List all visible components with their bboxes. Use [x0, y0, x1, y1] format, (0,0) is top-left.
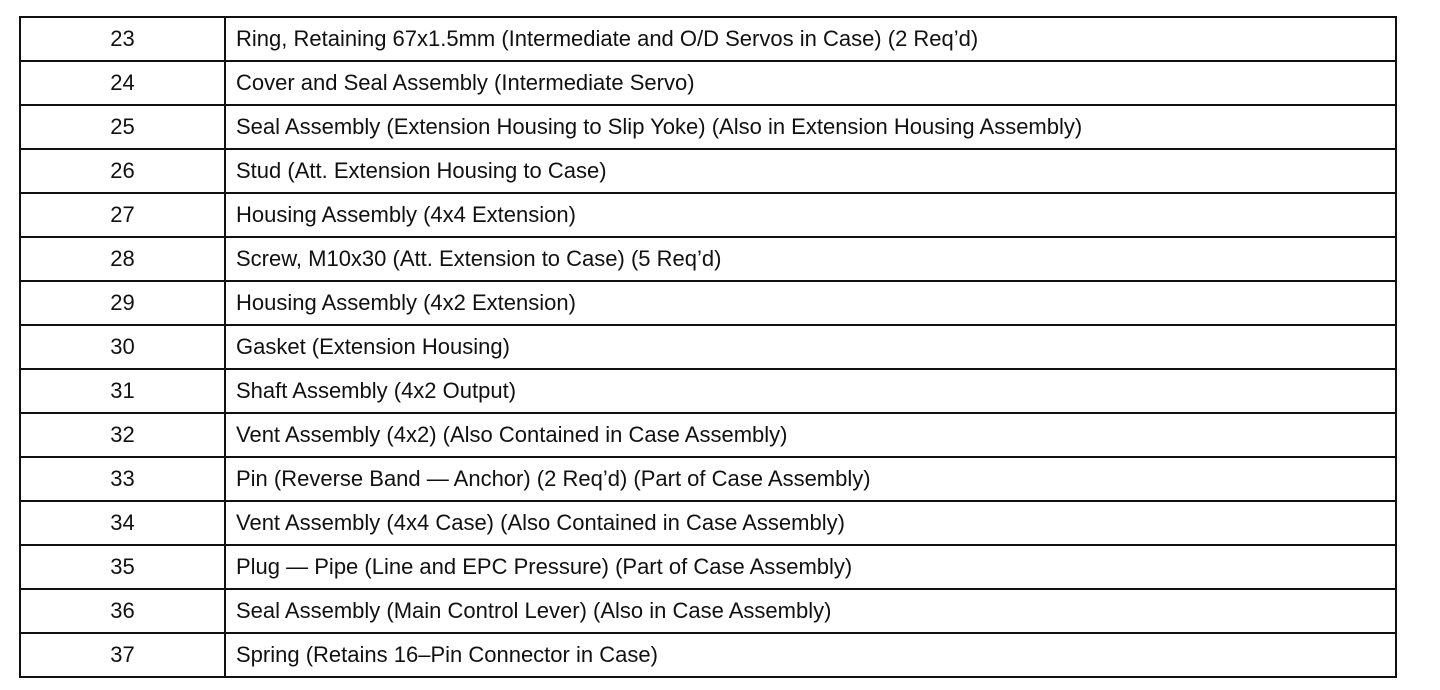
table-row [20, 193, 1396, 237]
part-number: 28 [20, 237, 225, 281]
part-description: Gasket (Extension Housing) [225, 325, 1396, 369]
table-row [20, 413, 1396, 457]
part-description: Seal Assembly (Main Control Lever) (Also in Case Assembly) [225, 589, 1396, 633]
part-description: Vent Assembly (4x2) (Also Contained in Case Assembly) [225, 413, 1396, 457]
table-row [20, 105, 1396, 149]
part-number: 29 [20, 281, 225, 325]
part-description: Pin (Reverse Band — Anchor) (2 Req’d) (Part of Case Assembly) [225, 457, 1396, 501]
part-description: Cover and Seal Assembly (Intermediate Servo) [225, 61, 1396, 105]
part-number: 24 [20, 61, 225, 105]
table-row [20, 545, 1396, 589]
part-number: 23 [20, 17, 225, 61]
table-row [20, 17, 1396, 61]
part-number: 34 [20, 501, 225, 545]
table-row [20, 149, 1396, 193]
table-row [20, 369, 1396, 413]
part-description: Spring (Retains 16–Pin Connector in Case) [225, 633, 1396, 677]
part-number: 31 [20, 369, 225, 413]
part-number: 27 [20, 193, 225, 237]
part-description: Plug — Pipe (Line and EPC Pressure) (Part of Case Assembly) [225, 545, 1396, 589]
part-number: 30 [20, 325, 225, 369]
part-number: 33 [20, 457, 225, 501]
part-description: Vent Assembly (4x4 Case) (Also Contained in Case Assembly) [225, 501, 1396, 545]
part-description: Housing Assembly (4x4 Extension) [225, 193, 1396, 237]
table-row [20, 237, 1396, 281]
part-description: Ring, Retaining 67x1.5mm (Intermediate and O/D Servos in Case) (2 Req’d) [225, 17, 1396, 61]
parts-table [19, 16, 1397, 678]
table-row [20, 589, 1396, 633]
part-description: Housing Assembly (4x2 Extension) [225, 281, 1396, 325]
part-number: 32 [20, 413, 225, 457]
part-description: Shaft Assembly (4x2 Output) [225, 369, 1396, 413]
part-description: Seal Assembly (Extension Housing to Slip Yoke) (Also in Extension Housing Assembly) [225, 105, 1396, 149]
table-row [20, 61, 1396, 105]
part-number: 25 [20, 105, 225, 149]
table-row [20, 457, 1396, 501]
part-number: 37 [20, 633, 225, 677]
part-description: Stud (Att. Extension Housing to Case) [225, 149, 1396, 193]
part-number: 35 [20, 545, 225, 589]
table-row [20, 325, 1396, 369]
part-number: 36 [20, 589, 225, 633]
table-row [20, 501, 1396, 545]
part-number: 26 [20, 149, 225, 193]
table-row [20, 281, 1396, 325]
part-description: Screw, M10x30 (Att. Extension to Case) (5 Req’d) [225, 237, 1396, 281]
table-row [20, 633, 1396, 677]
